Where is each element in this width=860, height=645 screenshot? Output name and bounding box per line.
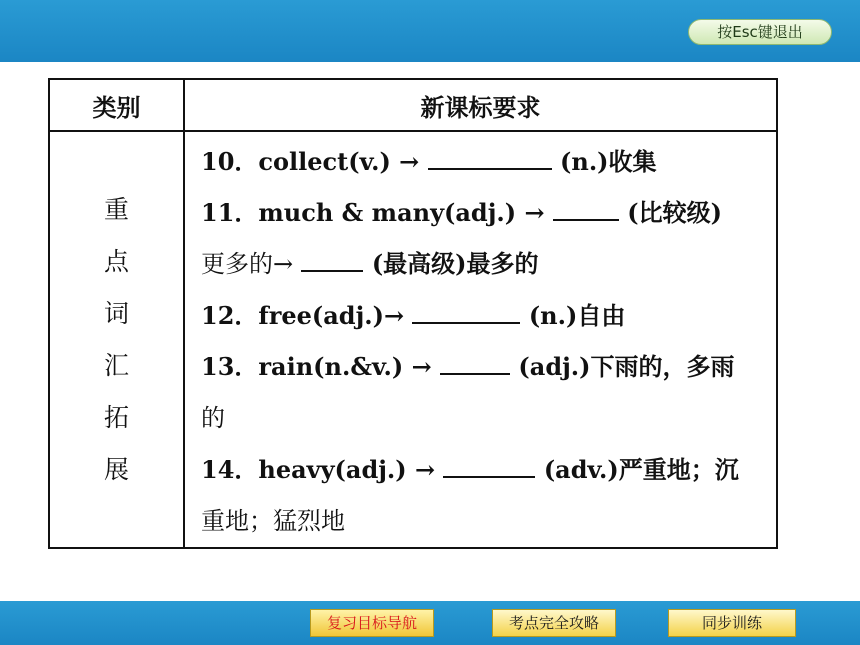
item-line <box>201 290 762 341</box>
item-prompt: 14．heavy(adj.) → <box>201 455 436 484</box>
category-cell <box>49 131 184 548</box>
exit-button[interactable]: 按Esc键退出 <box>688 19 832 45</box>
item-gloss: (比较级) <box>627 198 723 227</box>
item-gloss: (n.)收集 <box>560 147 657 176</box>
item-line <box>201 238 762 290</box>
category-label: 重点词汇拓展 <box>103 194 129 484</box>
item-line <box>201 444 762 495</box>
answer-blank <box>412 298 520 324</box>
answer-blank <box>428 144 552 170</box>
answer-blank <box>440 349 510 375</box>
item-prompt: 的 <box>201 404 225 432</box>
item-line <box>201 392 762 444</box>
item-gloss: (最高级)最多的 <box>371 249 539 278</box>
item-gloss: (adj.)下雨的，多雨 <box>518 352 735 381</box>
content-cell <box>184 131 777 548</box>
header-category: 类别 <box>49 79 184 131</box>
item-prompt: 11．much & many(adj.) → <box>201 198 545 227</box>
item-line <box>201 136 762 187</box>
item-gloss: (adv.)严重地；沉 <box>543 455 739 484</box>
header-requirement: 新课标要求 <box>184 79 777 131</box>
item-prompt: 10．collect(v.) → <box>201 147 420 176</box>
item-prompt: 重地；猛烈地 <box>201 507 345 535</box>
item-line <box>201 341 762 392</box>
requirements-table <box>48 78 778 549</box>
item-prompt: 更多的→ <box>201 250 294 278</box>
item-line <box>201 495 762 547</box>
item-prompt: 12．free(adj.)→ <box>201 301 405 330</box>
answer-blank <box>553 195 619 221</box>
nav-key-points[interactable]: 考点完全攻略 <box>492 609 616 637</box>
nav-practice[interactable]: 同步训练 <box>668 609 796 637</box>
item-prompt: 13．rain(n.&v.) → <box>201 352 432 381</box>
nav-review-goals[interactable]: 复习目标导航 <box>310 609 434 637</box>
answer-blank <box>443 452 535 478</box>
answer-blank <box>301 246 363 272</box>
item-line <box>201 187 762 238</box>
item-gloss: (n.)自由 <box>528 301 626 330</box>
